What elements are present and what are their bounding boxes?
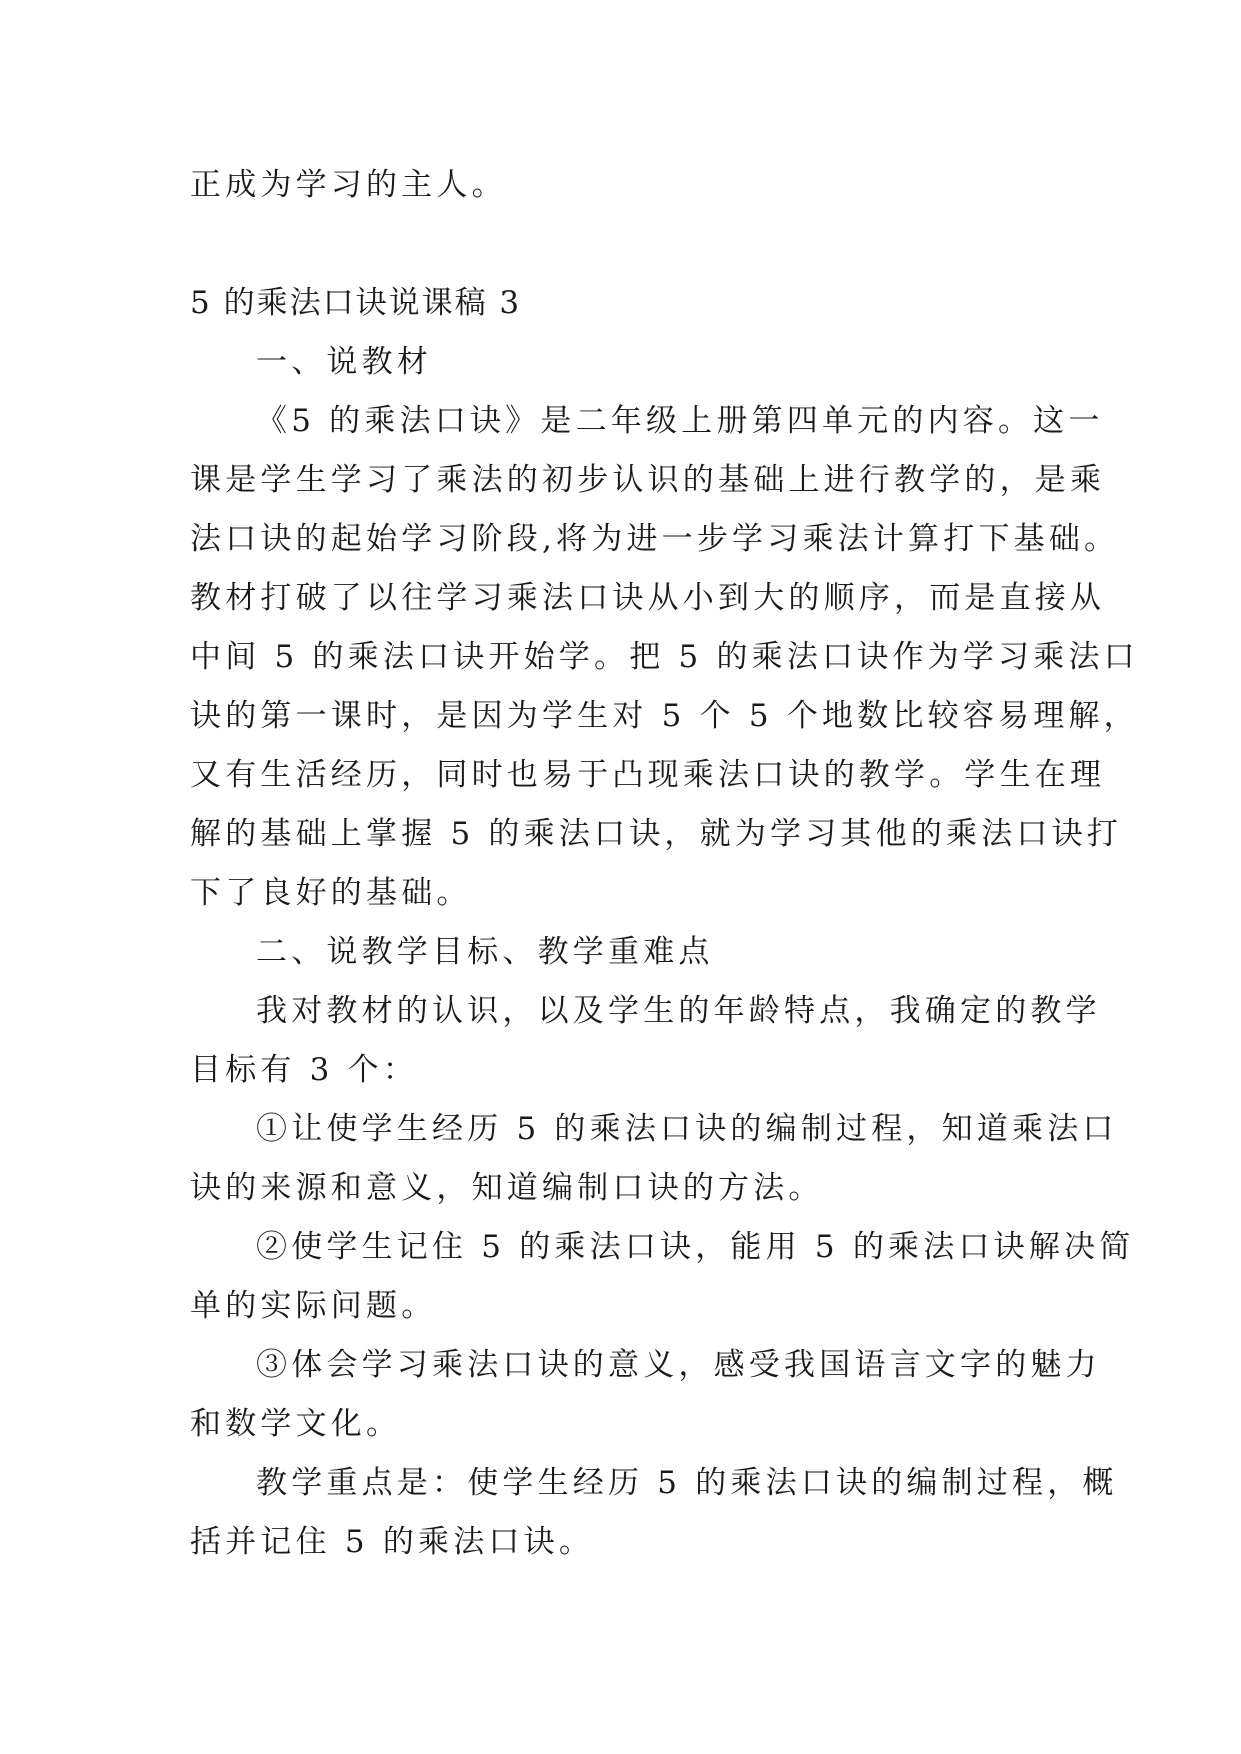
previous-section-ending: 正成为学习的主人。 [190, 167, 507, 203]
paragraph-line: 教材打破了以往学习乘法口诀从小到大的顺序，而是直接从 [190, 580, 1106, 616]
heading-teaching-goals: 二、说教学目标、教学重难点 [256, 934, 714, 970]
goal-item-2: ②使学生记住 5 的乘法口诀，能用 5 的乘法口诀解决简 [256, 1229, 1135, 1265]
paragraph-line: 目标有 3 个： [190, 1052, 419, 1088]
paragraph-line: 诀的第一课时，是因为学生对 5 个 5 个地数比较容易理解， [190, 698, 1139, 734]
paragraph-line: 课是学生学习了乘法的初步认识的基础上进行教学的，是乘 [190, 462, 1106, 498]
key-point-cont: 括并记住 5 的乘法口诀。 [190, 1524, 595, 1560]
key-point: 教学重点是：使学生经历 5 的乘法口诀的编制过程，概 [256, 1465, 1118, 1501]
goal-item-1: ①让使学生经历 5 的乘法口诀的编制过程，知道乘法口 [256, 1111, 1118, 1147]
paragraph-line: 又有生活经历，同时也易于凸现乘法口诀的教学。学生在理 [190, 757, 1106, 793]
section-title: 5 的乘法口诀说课稿 3 [190, 285, 522, 321]
paragraph-line: 下了良好的基础。 [190, 875, 472, 911]
paragraph-line: 《5 的乘法口诀》是二年级上册第四单元的内容。这一 [256, 403, 1104, 439]
goal-item-3: ③体会学习乘法口诀的意义，感受我国语言文字的魅力 [256, 1347, 1101, 1383]
paragraph-line: 我对教材的认识，以及学生的年龄特点，我确定的教学 [256, 993, 1101, 1029]
paragraph-line: 解的基础上掌握 5 的乘法口诀，就为学习其他的乘法口诀打 [190, 816, 1123, 852]
goal-item-1-cont: 诀的来源和意义，知道编制口诀的方法。 [190, 1170, 824, 1206]
heading-teaching-material: 一、说教材 [256, 344, 432, 380]
paragraph-line: 中间 5 的乘法口诀开始学。把 5 的乘法口诀作为学习乘法口 [190, 639, 1139, 675]
paragraph-line: 法口诀的起始学习阶段,将为进一步学习乘法计算打下基础。 [190, 521, 1120, 557]
goal-item-2-cont: 单的实际问题。 [190, 1288, 437, 1324]
goal-item-3-cont: 和数学文化。 [190, 1406, 402, 1442]
